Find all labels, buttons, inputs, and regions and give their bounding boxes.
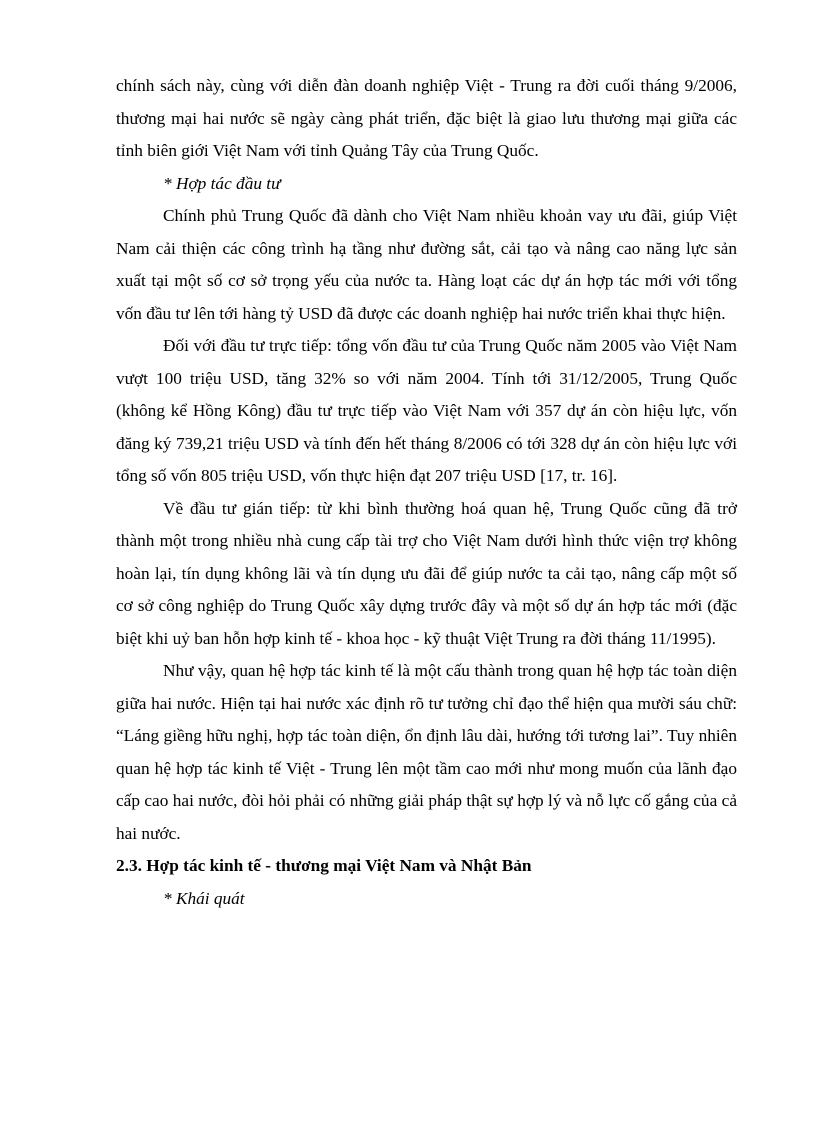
section-heading-vietnam-japan: 2.3. Hợp tác kinh tế - thương mại Việt Nam và Nhật Bản <box>116 856 532 875</box>
document-page <box>116 70 737 915</box>
subheading-overview: * Khái quát <box>163 888 245 908</box>
paragraph-conclusion: Như vậy, quan hệ hợp tác kinh tế là một cấu thành trong quan hệ hợp tác toàn diện giữa hai nước. Hiện tại hai nước xác định rõ tư tưởng chỉ đạo thể hiện qua mười sáu chữ: “Láng giềng hữu nghị, hợp tác toàn diện, ổn định lâu dài, hướng tới tương lai”. Tuy nhiên quan hệ hợp tác kinh tế Việt - Trung lên một tầm cao mới như mong muốn của lãnh đạo cấp cao hai nước, đòi hỏi phải có những giải pháp thật sự hợp lý và nỗ lực cố gắng của cả hai nước. <box>116 661 737 843</box>
paragraph-indirect-investment: Về đầu tư gián tiếp: từ khi bình thường hoá quan hệ, Trung Quốc cũng đã trở thành một trong nhiều nhà cung cấp tài trợ cho Việt Nam dưới hình thức viện trợ không hoàn lại, tín dụng không lãi và tín dụng ưu đãi để giúp nước ta cải tạo, nâng cấp một số cơ sở công nghiệp do Trung Quốc xây dựng trước đây và một số dự án hợp tác mới (đặc biệt khi uỷ ban hỗn hợp kinh tế - khoa học - kỹ thuật Việt Trung ra đời tháng 11/1995). <box>116 498 737 648</box>
paragraph-direct-investment: Đối với đầu tư trực tiếp: tổng vốn đầu tư của Trung Quốc năm 2005 vào Việt Nam vượt 100 triệu USD, tăng 32% so với năm 2004. Tính tới 31/12/2005, Trung Quốc (không kể Hồng Kông) đầu tư trực tiếp vào Việt Nam với 357 dự án còn hiệu lực, vốn đăng ký 739,21 triệu USD và tính đến hết tháng 8/2006 có tới 328 dự án còn hiệu lực với tổng số vốn 805 triệu USD, vốn thực hiện đạt 207 triệu USD [17, tr. 16]. <box>116 336 737 485</box>
subheading-investment-cooperation: * Hợp tác đầu tư <box>163 173 281 193</box>
paragraph-preferential-loans: Chính phủ Trung Quốc đã dành cho Việt Nam nhiều khoản vay ưu đãi, giúp Việt Nam cải thiện các công trình hạ tầng như đường sắt, cải tạo và nâng cao năng lực sản xuất tại một số cơ sở trọng yếu của nước ta. Hàng loạt các dự án hợp tác mới với tổng vốn đầu tư lên tới hàng tỷ USD đã được các doanh nghiệp hai nước triển khai thực hiện. <box>116 206 737 323</box>
paragraph-intro-continuation: chính sách này, cùng với diễn đàn doanh nghiệp Việt - Trung ra đời cuối tháng 9/2006, thương mại hai nước sẽ ngày càng phát triển, đặc biệt là giao lưu thương mại giữa các tỉnh biên giới Việt Nam với tỉnh Quảng Tây của Trung Quốc. <box>116 76 737 160</box>
